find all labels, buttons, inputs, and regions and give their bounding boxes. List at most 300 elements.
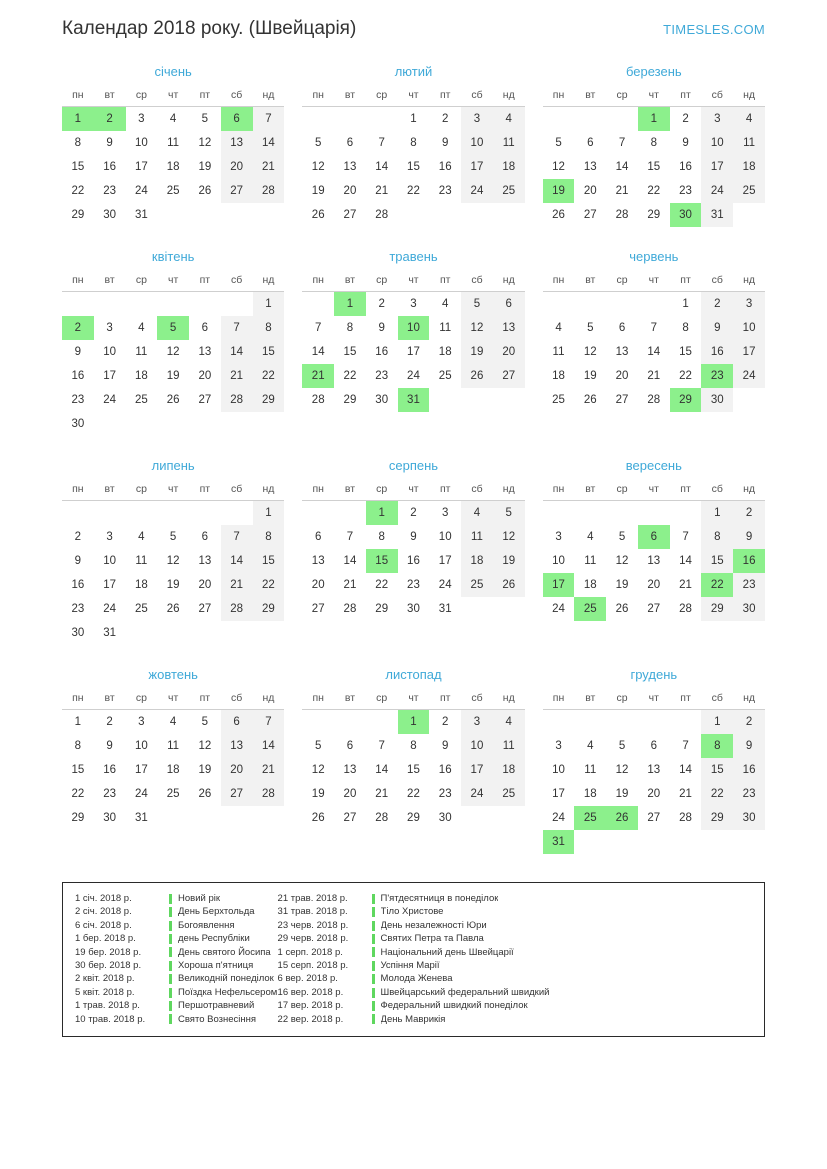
day-cell[interactable]: 19 xyxy=(461,340,493,364)
day-cell[interactable]: 6 xyxy=(493,292,525,317)
day-cell[interactable]: 27 xyxy=(198,394,212,406)
day-cell[interactable]: 28 xyxy=(647,394,661,406)
day-cell[interactable]: 3 xyxy=(701,107,733,132)
day-cell[interactable]: 13 xyxy=(343,764,357,776)
day-cell[interactable]: 27 xyxy=(198,603,212,615)
day-cell[interactable]: 27 xyxy=(343,209,357,221)
day-cell[interactable]: 20 xyxy=(343,185,357,197)
day-cell[interactable]: 23 xyxy=(375,370,389,382)
day-cell[interactable]: 18 xyxy=(166,764,180,776)
day-cell[interactable]: 8 xyxy=(253,316,285,340)
day-cell-holiday[interactable]: 1 xyxy=(334,292,366,317)
day-cell[interactable]: 26 xyxy=(311,812,325,824)
day-cell[interactable]: 15 xyxy=(71,764,85,776)
day-cell[interactable]: 7 xyxy=(650,322,657,334)
day-cell[interactable]: 30 xyxy=(71,627,85,639)
day-cell[interactable]: 6 xyxy=(346,137,354,149)
day-cell[interactable]: 19 xyxy=(311,185,325,197)
day-cell[interactable]: 5 xyxy=(555,137,562,149)
day-cell[interactable]: 9 xyxy=(378,322,385,334)
day-cell[interactable]: 22 xyxy=(407,788,420,800)
day-cell[interactable]: 24 xyxy=(407,370,420,382)
day-cell[interactable]: 2 xyxy=(733,710,765,735)
day-cell[interactable]: 7 xyxy=(315,322,322,334)
day-cell[interactable]: 13 xyxy=(647,764,661,776)
day-cell[interactable]: 23 xyxy=(679,185,692,197)
day-cell[interactable]: 4 xyxy=(138,322,145,334)
day-cell[interactable]: 28 xyxy=(375,209,389,221)
day-cell[interactable]: 16 xyxy=(71,579,85,591)
day-cell[interactable]: 28 xyxy=(343,603,357,615)
day-cell[interactable]: 22 xyxy=(253,573,285,597)
day-cell[interactable]: 16 xyxy=(71,370,85,382)
day-cell[interactable]: 30 xyxy=(103,812,117,824)
day-cell[interactable]: 3 xyxy=(461,710,493,735)
day-cell[interactable]: 18 xyxy=(438,346,452,358)
day-cell[interactable]: 23 xyxy=(438,185,452,197)
day-cell[interactable]: 16 xyxy=(103,764,117,776)
day-cell[interactable]: 4 xyxy=(733,107,765,132)
day-cell[interactable]: 20 xyxy=(198,370,212,382)
day-cell[interactable]: 7 xyxy=(378,740,385,752)
day-cell[interactable]: 14 xyxy=(679,764,692,776)
day-cell[interactable]: 12 xyxy=(583,346,597,358)
day-cell[interactable]: 12 xyxy=(311,764,325,776)
day-cell[interactable]: 22 xyxy=(407,185,420,197)
day-cell[interactable]: 28 xyxy=(221,597,253,621)
day-cell[interactable]: 17 xyxy=(461,758,493,782)
day-cell[interactable]: 24 xyxy=(701,179,733,203)
day-cell[interactable]: 14 xyxy=(253,131,285,155)
day-cell[interactable]: 21 xyxy=(647,370,661,382)
day-cell[interactable]: 29 xyxy=(253,388,285,412)
day-cell[interactable]: 12 xyxy=(493,525,525,549)
day-cell[interactable]: 31 xyxy=(438,603,452,615)
day-cell[interactable]: 5 xyxy=(315,137,322,149)
day-cell[interactable]: 4 xyxy=(493,107,525,132)
day-cell[interactable]: 9 xyxy=(106,137,113,149)
day-cell[interactable]: 25 xyxy=(733,179,765,203)
day-cell-holiday[interactable]: 16 xyxy=(733,549,765,573)
day-cell[interactable]: 17 xyxy=(103,370,117,382)
day-cell-holiday[interactable]: 15 xyxy=(366,549,398,573)
day-cell[interactable]: 9 xyxy=(733,525,765,549)
day-cell[interactable]: 28 xyxy=(253,179,285,203)
day-cell[interactable]: 6 xyxy=(201,531,209,543)
day-cell[interactable]: 10 xyxy=(438,531,452,543)
day-cell[interactable]: 2 xyxy=(442,716,449,728)
day-cell[interactable]: 17 xyxy=(134,161,148,173)
day-cell[interactable]: 29 xyxy=(253,597,285,621)
day-cell[interactable]: 15 xyxy=(701,549,733,573)
day-cell[interactable]: 24 xyxy=(103,603,117,615)
day-cell[interactable]: 1 xyxy=(253,292,285,317)
day-cell[interactable]: 12 xyxy=(615,555,629,567)
day-cell[interactable]: 21 xyxy=(615,185,629,197)
day-cell[interactable]: 7 xyxy=(378,137,385,149)
day-cell[interactable]: 13 xyxy=(198,555,212,567)
day-cell[interactable]: 30 xyxy=(71,418,85,430)
day-cell[interactable]: 23 xyxy=(103,788,117,800)
day-cell[interactable]: 13 xyxy=(311,555,325,567)
day-cell[interactable]: 29 xyxy=(71,209,85,221)
day-cell[interactable]: 25 xyxy=(166,788,180,800)
day-cell[interactable]: 17 xyxy=(461,155,493,179)
day-cell[interactable]: 2 xyxy=(701,292,733,317)
day-cell[interactable]: 22 xyxy=(253,364,285,388)
day-cell[interactable]: 31 xyxy=(701,203,733,227)
day-cell[interactable]: 4 xyxy=(442,298,449,310)
day-cell-holiday[interactable]: 25 xyxy=(574,597,606,621)
day-cell[interactable]: 18 xyxy=(166,161,180,173)
day-cell[interactable]: 7 xyxy=(618,137,626,149)
day-cell-holiday[interactable]: 1 xyxy=(398,710,430,735)
day-cell[interactable]: 26 xyxy=(311,209,325,221)
day-cell[interactable]: 3 xyxy=(733,292,765,317)
day-cell[interactable]: 26 xyxy=(461,364,493,388)
day-cell[interactable]: 9 xyxy=(701,316,733,340)
day-cell[interactable]: 5 xyxy=(315,740,322,752)
day-cell[interactable]: 22 xyxy=(343,370,357,382)
day-cell[interactable]: 26 xyxy=(166,603,180,615)
day-cell[interactable]: 21 xyxy=(253,155,285,179)
day-cell[interactable]: 13 xyxy=(221,734,253,758)
day-cell[interactable]: 21 xyxy=(375,788,389,800)
day-cell[interactable]: 28 xyxy=(679,812,692,824)
day-cell[interactable]: 4 xyxy=(493,710,525,735)
day-cell[interactable]: 18 xyxy=(134,579,148,591)
day-cell[interactable]: 8 xyxy=(253,525,285,549)
day-cell[interactable]: 1 xyxy=(410,113,417,125)
day-cell[interactable]: 13 xyxy=(615,346,629,358)
day-cell[interactable]: 10 xyxy=(552,764,565,776)
day-cell[interactable]: 26 xyxy=(198,185,212,197)
day-cell-holiday[interactable]: 5 xyxy=(157,316,189,340)
day-cell-holiday[interactable]: 1 xyxy=(366,501,398,526)
day-cell[interactable]: 30 xyxy=(407,603,420,615)
day-cell[interactable]: 25 xyxy=(134,394,148,406)
day-cell[interactable]: 3 xyxy=(138,113,145,125)
day-cell[interactable]: 10 xyxy=(103,555,117,567)
day-cell[interactable]: 14 xyxy=(615,161,629,173)
day-cell[interactable]: 1 xyxy=(74,716,82,728)
day-cell[interactable]: 29 xyxy=(701,806,733,830)
day-cell[interactable]: 26 xyxy=(166,394,180,406)
day-cell[interactable]: 16 xyxy=(375,346,389,358)
day-cell[interactable]: 2 xyxy=(733,501,765,526)
day-cell[interactable]: 25 xyxy=(493,179,525,203)
day-cell[interactable]: 27 xyxy=(583,209,597,221)
day-cell[interactable]: 19 xyxy=(615,788,629,800)
day-cell[interactable]: 10 xyxy=(701,131,733,155)
day-cell[interactable]: 6 xyxy=(587,137,594,149)
day-cell[interactable]: 27 xyxy=(343,812,357,824)
day-cell-holiday[interactable]: 17 xyxy=(543,573,575,597)
day-cell-holiday[interactable]: 2 xyxy=(62,316,94,340)
day-cell[interactable]: 23 xyxy=(103,185,117,197)
day-cell[interactable]: 13 xyxy=(647,555,661,567)
day-cell[interactable]: 14 xyxy=(375,161,389,173)
day-cell[interactable]: 24 xyxy=(134,185,148,197)
day-cell[interactable]: 26 xyxy=(552,209,565,221)
day-cell[interactable]: 31 xyxy=(134,209,148,221)
day-cell[interactable]: 15 xyxy=(343,346,357,358)
day-cell[interactable]: 13 xyxy=(583,161,597,173)
day-cell[interactable]: 19 xyxy=(615,579,629,591)
day-cell[interactable]: 28 xyxy=(375,812,389,824)
day-cell[interactable]: 8 xyxy=(650,137,657,149)
day-cell[interactable]: 29 xyxy=(343,394,357,406)
day-cell[interactable]: 18 xyxy=(583,579,597,591)
day-cell[interactable]: 9 xyxy=(442,137,449,149)
day-cell[interactable]: 4 xyxy=(169,716,177,728)
day-cell[interactable]: 16 xyxy=(407,555,420,567)
day-cell[interactable]: 12 xyxy=(461,316,493,340)
day-cell[interactable]: 21 xyxy=(343,579,357,591)
day-cell[interactable]: 8 xyxy=(701,525,733,549)
day-cell[interactable]: 25 xyxy=(461,573,493,597)
day-cell[interactable]: 27 xyxy=(311,603,325,615)
day-cell[interactable]: 26 xyxy=(198,788,212,800)
day-cell[interactable]: 10 xyxy=(134,740,148,752)
day-cell[interactable]: 5 xyxy=(461,292,493,317)
day-cell[interactable]: 6 xyxy=(221,710,253,735)
day-cell[interactable]: 27 xyxy=(221,782,253,806)
day-cell[interactable]: 5 xyxy=(201,716,209,728)
day-cell[interactable]: 3 xyxy=(106,531,113,543)
day-cell-holiday[interactable]: 2 xyxy=(94,107,126,132)
day-cell[interactable]: 5 xyxy=(169,531,177,543)
day-cell[interactable]: 29 xyxy=(647,209,661,221)
day-cell[interactable]: 11 xyxy=(733,131,765,155)
day-cell[interactable]: 3 xyxy=(106,322,113,334)
day-cell[interactable]: 12 xyxy=(166,555,180,567)
day-cell[interactable]: 17 xyxy=(407,346,420,358)
day-cell[interactable]: 10 xyxy=(733,316,765,340)
day-cell[interactable]: 28 xyxy=(253,782,285,806)
day-cell[interactable]: 8 xyxy=(410,740,417,752)
day-cell[interactable]: 15 xyxy=(71,161,85,173)
day-cell[interactable]: 9 xyxy=(410,531,417,543)
day-cell[interactable]: 18 xyxy=(552,370,565,382)
day-cell[interactable]: 12 xyxy=(615,764,629,776)
day-cell[interactable]: 16 xyxy=(438,161,452,173)
day-cell[interactable]: 17 xyxy=(733,340,765,364)
day-cell[interactable]: 1 xyxy=(701,710,733,735)
day-cell[interactable]: 25 xyxy=(552,394,565,406)
day-cell[interactable]: 30 xyxy=(438,812,452,824)
day-cell[interactable]: 2 xyxy=(682,113,689,125)
day-cell-holiday[interactable]: 21 xyxy=(302,364,334,388)
day-cell[interactable]: 9 xyxy=(733,734,765,758)
day-cell[interactable]: 15 xyxy=(253,549,285,573)
day-cell[interactable]: 18 xyxy=(461,549,493,573)
day-cell[interactable]: 29 xyxy=(407,812,420,824)
day-cell[interactable]: 4 xyxy=(555,322,562,334)
day-cell[interactable]: 16 xyxy=(701,340,733,364)
day-cell[interactable]: 11 xyxy=(493,734,525,758)
day-cell[interactable]: 3 xyxy=(138,716,145,728)
day-cell[interactable]: 3 xyxy=(461,107,493,132)
day-cell[interactable]: 7 xyxy=(221,525,253,549)
day-cell[interactable]: 19 xyxy=(493,549,525,573)
day-cell[interactable]: 2 xyxy=(106,716,113,728)
day-cell[interactable]: 31 xyxy=(134,812,148,824)
day-cell[interactable]: 4 xyxy=(587,740,594,752)
day-cell-holiday[interactable]: 8 xyxy=(701,734,733,758)
day-cell[interactable]: 12 xyxy=(311,161,325,173)
day-cell[interactable]: 18 xyxy=(733,155,765,179)
day-cell[interactable]: 26 xyxy=(615,603,629,615)
day-cell[interactable]: 28 xyxy=(679,603,692,615)
day-cell[interactable]: 25 xyxy=(134,603,148,615)
day-cell[interactable]: 3 xyxy=(442,507,449,519)
day-cell[interactable]: 30 xyxy=(733,806,765,830)
day-cell[interactable]: 13 xyxy=(343,161,357,173)
day-cell[interactable]: 20 xyxy=(343,788,357,800)
day-cell[interactable]: 22 xyxy=(71,185,85,197)
day-cell[interactable]: 4 xyxy=(138,531,145,543)
day-cell[interactable]: 5 xyxy=(201,113,209,125)
day-cell[interactable]: 2 xyxy=(74,531,82,543)
day-cell[interactable]: 14 xyxy=(647,346,661,358)
day-cell[interactable]: 10 xyxy=(134,137,148,149)
day-cell[interactable]: 2 xyxy=(378,298,385,310)
day-cell[interactable]: 9 xyxy=(74,555,82,567)
day-cell[interactable]: 7 xyxy=(221,316,253,340)
day-cell[interactable]: 6 xyxy=(315,531,322,543)
day-cell[interactable]: 23 xyxy=(71,394,85,406)
day-cell[interactable]: 29 xyxy=(701,597,733,621)
day-cell[interactable]: 28 xyxy=(615,209,629,221)
day-cell[interactable]: 1 xyxy=(253,501,285,526)
day-cell[interactable]: 7 xyxy=(346,531,354,543)
day-cell[interactable]: 14 xyxy=(375,764,389,776)
day-cell[interactable]: 27 xyxy=(647,603,661,615)
day-cell[interactable]: 10 xyxy=(461,131,493,155)
day-cell[interactable]: 15 xyxy=(253,340,285,364)
day-cell[interactable]: 2 xyxy=(410,507,417,519)
day-cell[interactable]: 16 xyxy=(438,764,452,776)
day-cell[interactable]: 19 xyxy=(311,788,325,800)
day-cell-holiday[interactable]: 25 xyxy=(574,806,606,830)
day-cell[interactable]: 8 xyxy=(346,322,354,334)
day-cell[interactable]: 16 xyxy=(103,161,117,173)
day-cell[interactable]: 6 xyxy=(650,740,657,752)
day-cell[interactable]: 18 xyxy=(493,758,525,782)
day-cell[interactable]: 18 xyxy=(134,370,148,382)
day-cell[interactable]: 4 xyxy=(461,501,493,526)
day-cell[interactable]: 3 xyxy=(555,740,562,752)
day-cell[interactable]: 20 xyxy=(615,370,629,382)
day-cell-holiday[interactable]: 26 xyxy=(606,806,638,830)
day-cell[interactable]: 11 xyxy=(167,137,180,149)
day-cell[interactable]: 5 xyxy=(618,531,626,543)
day-cell[interactable]: 27 xyxy=(493,364,525,388)
day-cell-holiday[interactable]: 22 xyxy=(701,573,733,597)
day-cell[interactable]: 21 xyxy=(221,364,253,388)
day-cell[interactable]: 17 xyxy=(103,579,117,591)
day-cell-holiday[interactable]: 19 xyxy=(543,179,575,203)
day-cell[interactable]: 22 xyxy=(679,370,692,382)
day-cell[interactable]: 30 xyxy=(103,209,117,221)
day-cell[interactable]: 8 xyxy=(74,137,82,149)
day-cell[interactable]: 11 xyxy=(584,555,597,567)
day-cell[interactable]: 12 xyxy=(166,346,180,358)
day-cell[interactable]: 13 xyxy=(198,346,212,358)
day-cell[interactable]: 30 xyxy=(733,597,765,621)
day-cell[interactable]: 24 xyxy=(733,364,765,388)
day-cell[interactable]: 18 xyxy=(493,155,525,179)
day-cell[interactable]: 20 xyxy=(198,579,212,591)
day-cell[interactable]: 27 xyxy=(647,812,661,824)
day-cell[interactable]: 9 xyxy=(682,137,689,149)
day-cell[interactable]: 24 xyxy=(461,179,493,203)
day-cell[interactable]: 23 xyxy=(71,603,85,615)
day-cell[interactable]: 14 xyxy=(221,340,253,364)
day-cell[interactable]: 5 xyxy=(587,322,594,334)
day-cell[interactable]: 25 xyxy=(493,782,525,806)
day-cell[interactable]: 23 xyxy=(733,573,765,597)
day-cell-holiday[interactable]: 6 xyxy=(221,107,253,132)
day-cell[interactable]: 23 xyxy=(438,788,452,800)
day-cell[interactable]: 15 xyxy=(701,758,733,782)
day-cell[interactable]: 23 xyxy=(733,782,765,806)
day-cell[interactable]: 24 xyxy=(552,603,565,615)
day-cell[interactable]: 19 xyxy=(166,579,180,591)
day-cell[interactable]: 11 xyxy=(552,346,565,358)
day-cell[interactable]: 6 xyxy=(346,740,354,752)
day-cell[interactable]: 4 xyxy=(169,113,177,125)
day-cell[interactable]: 12 xyxy=(198,137,212,149)
day-cell[interactable]: 11 xyxy=(167,740,180,752)
day-cell[interactable]: 26 xyxy=(583,394,597,406)
day-cell-holiday[interactable]: 1 xyxy=(638,107,670,132)
day-cell[interactable]: 18 xyxy=(583,788,597,800)
day-cell[interactable]: 17 xyxy=(552,788,565,800)
day-cell[interactable]: 19 xyxy=(583,370,597,382)
day-cell[interactable]: 24 xyxy=(103,394,117,406)
day-cell[interactable]: 25 xyxy=(166,185,180,197)
day-cell[interactable]: 5 xyxy=(618,740,626,752)
day-cell[interactable]: 9 xyxy=(74,346,82,358)
day-cell[interactable]: 29 xyxy=(375,603,389,615)
day-cell[interactable]: 11 xyxy=(135,346,148,358)
day-cell[interactable]: 16 xyxy=(679,161,692,173)
day-cell[interactable]: 7 xyxy=(253,710,285,735)
day-cell[interactable]: 21 xyxy=(221,573,253,597)
day-cell[interactable]: 8 xyxy=(378,531,385,543)
day-cell[interactable]: 17 xyxy=(134,764,148,776)
day-cell[interactable]: 19 xyxy=(198,764,212,776)
day-cell-holiday[interactable]: 29 xyxy=(670,388,702,412)
day-cell[interactable]: 13 xyxy=(221,131,253,155)
day-cell[interactable]: 6 xyxy=(201,322,209,334)
day-cell-holiday[interactable]: 31 xyxy=(398,388,430,412)
day-cell[interactable]: 15 xyxy=(407,161,420,173)
day-cell[interactable]: 6 xyxy=(618,322,626,334)
day-cell[interactable]: 27 xyxy=(615,394,629,406)
day-cell[interactable]: 8 xyxy=(74,740,82,752)
day-cell[interactable]: 22 xyxy=(375,579,389,591)
day-cell[interactable]: 10 xyxy=(103,346,117,358)
day-cell[interactable]: 1 xyxy=(682,298,689,310)
day-cell[interactable]: 22 xyxy=(71,788,85,800)
day-cell[interactable]: 21 xyxy=(679,788,692,800)
day-cell[interactable]: 14 xyxy=(679,555,692,567)
day-cell[interactable]: 8 xyxy=(410,137,417,149)
day-cell[interactable]: 14 xyxy=(343,555,357,567)
